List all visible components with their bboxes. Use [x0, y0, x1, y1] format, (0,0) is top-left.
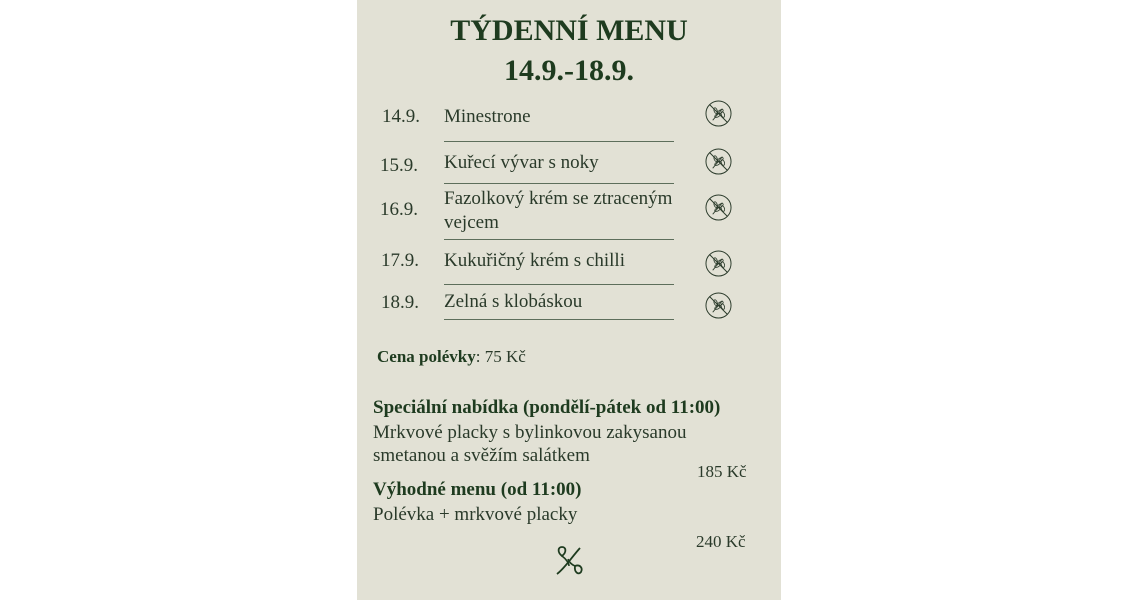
no-gluten-icon	[705, 100, 732, 127]
divider	[444, 319, 674, 320]
soup-date: 17.9.	[381, 250, 419, 271]
soup-name: Fazolkový krém se ztraceným vejcem	[444, 188, 673, 233]
special-offer-text: Mrkvové placky s bylinkovou zakysanou smetanou a svěžím salátkem	[373, 422, 687, 466]
special-offer-price: 185 Kč	[697, 462, 747, 481]
divider	[444, 183, 674, 184]
soup-name: Minestrone	[444, 106, 531, 127]
soup-date: 15.9.	[380, 155, 418, 176]
soup-date: 14.9.	[382, 106, 420, 127]
soup-name: Kuřecí vývar s noky	[444, 152, 599, 173]
soup-name: Zelná s klobáskou	[444, 291, 583, 312]
soup-date: 18.9.	[381, 292, 419, 313]
soup-price	[377, 347, 526, 367]
soup-name: Kukuřičný krém s chilli	[444, 250, 625, 271]
divider	[444, 284, 674, 285]
combo-menu-title: Výhodné menu (od 11:00)	[373, 479, 582, 500]
no-gluten-icon	[705, 148, 732, 175]
divider	[444, 141, 674, 142]
special-offer-title: Speciální nabídka (pondělí-pátek od 11:00)	[373, 397, 721, 418]
menu-title: TÝDENNÍ MENU	[450, 14, 688, 47]
divider	[444, 239, 674, 240]
no-gluten-icon	[705, 292, 732, 319]
soup-price-label: Cena polévky	[377, 347, 476, 366]
herb-logo-icon	[553, 544, 585, 578]
soup-date: 16.9.	[380, 199, 418, 220]
combo-menu-text: Polévka + mrkvové placky	[373, 504, 578, 525]
no-gluten-icon	[705, 250, 732, 277]
menu-card	[357, 0, 781, 600]
menu-date-range: 14.9.-18.9.	[504, 54, 634, 87]
combo-menu-price: 240 Kč	[696, 532, 746, 551]
no-gluten-icon	[705, 194, 732, 221]
soup-price-value: : 75 Kč	[475, 347, 526, 366]
